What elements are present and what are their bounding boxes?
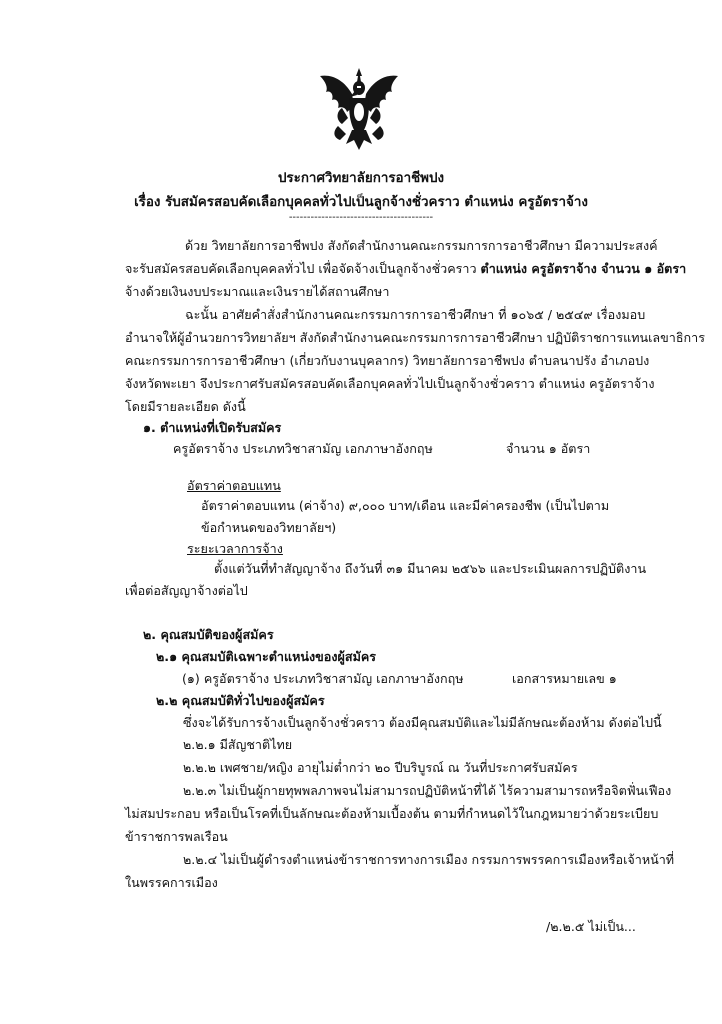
period-line2: เพื่อต่อสัญญาจ้างต่อไป: [125, 583, 248, 598]
continued-note: /๒.๒.๕ ไม่เป็น...: [546, 919, 636, 934]
announcement-subject: เรื่อง รับสมัครสอบคัดเลือกบุคคลทั่วไปเป็นลูกจ้างชั่วคราว ตำแหน่ง ครูอัตราจ้าง: [134, 195, 588, 210]
rate-line2: ข้อกำหนดของวิทยาลัยฯ): [201, 520, 337, 535]
intro-p2-line4: จังหวัดพะเยา จึงประกาศรับสมัครสอบคัดเลือกบุคคลทั่วไปเป็นลูกจ้างชั่วคราว ตำแหน่ง ครูอัตราจ้าง: [125, 376, 655, 391]
section1-position: ครูอัตราจ้าง ประเภทวิชาสามัญ เอกภาษาอังกฤษ: [173, 441, 433, 456]
section2-heading: ๒. คุณสมบัติของผู้สมัคร: [143, 627, 274, 642]
period-line1: ตั้งแต่วันที่ทำสัญญาจ้าง ถึงวันที่ ๓๑ มีนาคม ๒๕๖๖ และประเมินผลการปฏิบัติงาน: [214, 561, 647, 576]
announcement-title: ประกาศวิทยาลัยการอาชีพปง: [277, 171, 445, 186]
intro-p2-line2: อำนาจให้ผู้อำนวยการวิทยาลัยฯ สังกัดสำนักงานคณะกรรมการการอาชีวศึกษา ปฏิบัติราชการแทนเลขาธิการ: [125, 330, 705, 345]
qualification-item-1: ๒.๒.๑ มีสัญชาติไทย: [183, 737, 293, 752]
qualification-item-3-line1: ๒.๒.๓ ไม่เป็นผู้กายทุพพลภาพจนไม่สามารถปฏิบัติหน้าที่ได้ ไร้ความสามารถหรือจิตฟั่นเฟือง: [183, 783, 672, 798]
intro-p2-line3: คณะกรรมการการอาชีวศึกษา (เกี่ยวกับงานบุคลากร) วิทยาลัยการอาชีพปง ตำบลนาปรัง อำเภอปง: [125, 353, 650, 368]
garuda-emblem-icon: [314, 64, 404, 156]
intro-p1-line2: [125, 259, 686, 279]
qualification-item-3-line2: ไม่สมประกอบ หรือเป็นโรคที่เป็นลักษณะต้องห้ามเบื้องต้น ตามที่กำหนดไว้ในกฎหมายว่าด้วยระเบียบ: [125, 806, 659, 821]
qualification-item-2: ๒.๒.๒ เพศชาย/หญิง อายุไม่ต่ำกว่า ๒๐ ปีบริบูรณ์ ณ วันที่ประกาศรับสมัคร: [183, 760, 578, 775]
qualification-item-4-line2: ในพรรคการเมือง: [125, 875, 218, 890]
section2-2-intro: ซึ่งจะได้รับการจ้างเป็นลูกจ้างชั่วคราว ต้องมีคุณสมบัติและไม่มีลักษณะต้องห้าม ดังต่อไปนี้: [183, 715, 662, 730]
qualification-item-4-line1: ๒.๒.๔ ไม่เป็นผู้ดำรงตำแหน่งข้าราชการทางการเมือง กรรมการพรรคการเมืองหรือเจ้าหน้าที่: [183, 852, 675, 867]
section2-1-heading: ๒.๑ คุณสมบัติเฉพาะตำแหน่งของผู้สมัคร: [156, 649, 377, 664]
section2-1-item: (๑) ครูอัตราจ้าง ประเภทวิชาสามัญ เอกภาษาอังกฤษ: [182, 671, 464, 686]
qualification-item-3-line3: ข้าราชการพลเรือน: [125, 829, 228, 844]
rate-line1: อัตราค่าตอบแทน (ค่าจ้าง) ๙,๐๐๐ บาท/เดือน และมีค่าครองชีพ (เป็นไปตาม: [201, 498, 610, 513]
section1-heading: ๑. ตำแหน่งที่เปิดรับสมัคร: [143, 420, 282, 435]
rate-heading: อัตราค่าตอบแทน: [187, 478, 281, 493]
section1-count: จำนวน ๑ อัตรา: [506, 441, 591, 456]
intro-p1-line3: จ้างด้วยเงินงบประมาณและเงินรายได้สถานศึกษา: [125, 284, 390, 299]
intro-p2-line5: โดยมีรายละเอียด ดังนี้: [125, 399, 246, 414]
intro-p1-line1: ด้วย วิทยาลัยการอาชีพปง สังกัดสำนักงานคณะกรรมการการอาชีวศึกษา มีความประสงค์: [185, 238, 658, 253]
intro-p1-line2-position: ตำแหน่ง ครูอัตราจ้าง จำนวน ๑ อัตรา: [480, 261, 687, 276]
header-divider: ----------------------------------------: [288, 212, 434, 223]
section2-1-doc-ref: เอกสารหมายเลข ๑: [512, 671, 617, 686]
intro-p1-line2-text: จะรับสมัครสอบคัดเลือกบุคคลทั่วไป เพื่อจัดจ้างเป็นลูกจ้างชั่วคราว: [125, 261, 477, 276]
section2-2-heading: ๒.๒ คุณสมบัติทั่วไปของผู้สมัคร: [156, 693, 325, 708]
period-heading: ระยะเวลาการจ้าง: [187, 541, 283, 556]
intro-p2-line1: ฉะนั้น อาศัยคำสั่งสำนักงานคณะกรรมการการอาชีวศึกษา ที่ ๑๐๖๕ / ๒๕๔๙ เรื่องมอบ: [185, 307, 646, 322]
